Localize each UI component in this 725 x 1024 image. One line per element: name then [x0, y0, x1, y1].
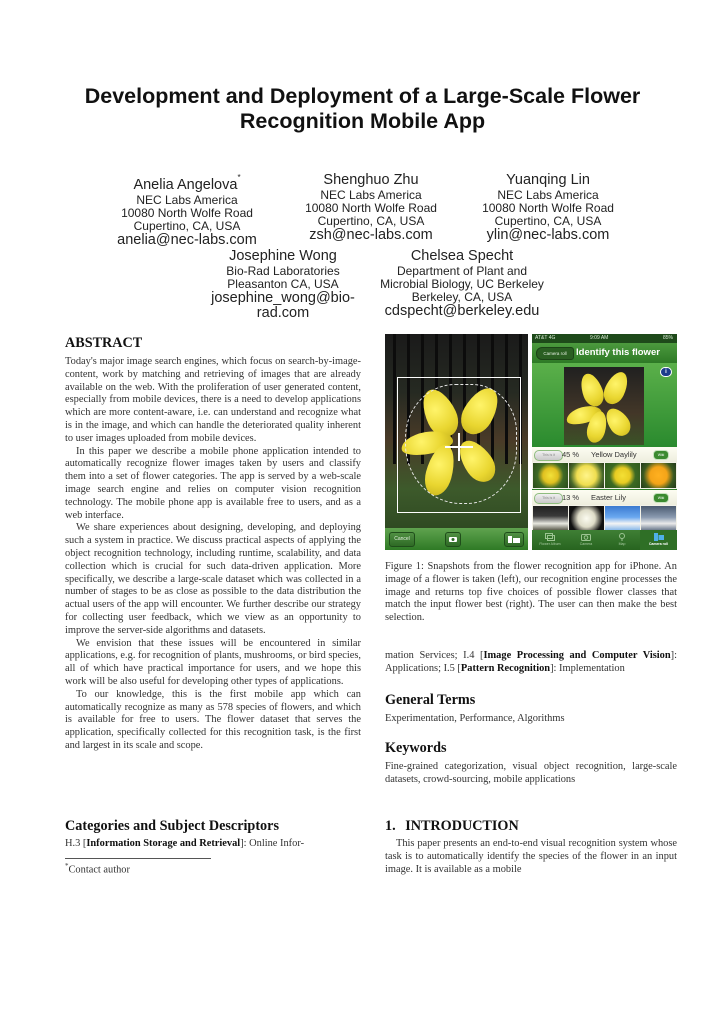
left-column	[65, 335, 361, 753]
phone-screenshot-results	[532, 334, 677, 550]
match-percent: 45 %	[562, 450, 580, 459]
author-city: Cupertino, CA, USA	[494, 214, 602, 228]
back-button-camera-roll[interactable]: Camera roll	[536, 347, 574, 360]
category-i5: Pattern Recognition	[460, 662, 551, 674]
categories-text: H.3 [Information Storage and Retrieval]: Online Infor-	[65, 838, 305, 849]
author-email[interactable]: anelia@nec-labs.com	[117, 231, 257, 248]
author-email[interactable]: cdspecht@berkeley.edu	[384, 303, 540, 319]
flower-class-name: Easter Lily	[591, 493, 627, 502]
introduction-heading: 1. INTRODUCTION	[385, 818, 519, 834]
wiki-button[interactable]: Wiki	[653, 450, 669, 460]
introduction-section	[385, 818, 677, 876]
footnote-text: Contact author	[68, 864, 130, 876]
author-city: Berkeley, CA, USA	[411, 290, 513, 304]
result-row	[532, 447, 677, 462]
screen-title: Identify this flower	[576, 347, 660, 358]
capture-toolbar	[385, 528, 528, 550]
abstract-heading: ABSTRACT	[65, 335, 143, 351]
author-block	[103, 172, 271, 248]
this-is-it-button[interactable]: This is it	[534, 493, 563, 504]
camera-shutter-button[interactable]	[445, 532, 461, 547]
author-block	[464, 172, 632, 243]
thumbnail-image[interactable]	[641, 506, 676, 531]
author-affiliation-cont: Microbial Biology, UC Berkeley	[380, 277, 544, 291]
info-button[interactable]: i	[660, 367, 672, 377]
author-affiliation: Department of Plant and	[396, 264, 528, 278]
author-block	[372, 248, 552, 319]
figure-1	[385, 334, 677, 550]
author-email[interactable]: josephine_wong@bio-	[211, 290, 355, 306]
author-affiliation: NEC Labs America	[320, 188, 422, 202]
author-block	[198, 248, 368, 321]
phone-screenshot-capture	[385, 334, 528, 550]
footnote-rule	[65, 858, 211, 859]
categories-section	[65, 818, 361, 851]
abstract-paragraph: In this paper we describe a mobile phone application intended to automatically recognize flower images taken by users and classify them into a set of flower categories. The app is served by a web-scale image search engine and relies on computer vision recognition technology. The mobile phone app is available free to users, and as a web interface.	[65, 445, 361, 521]
author-affiliation: NEC Labs America	[497, 188, 599, 202]
paper-title	[40, 84, 685, 134]
footnote-mark: *	[65, 862, 69, 870]
contact-author-mark: *	[237, 173, 241, 182]
flower-photo	[385, 334, 528, 528]
thumbnail-image[interactable]	[569, 463, 604, 488]
battery-label: 85%	[662, 335, 673, 341]
author-affiliation: NEC Labs America	[136, 192, 238, 207]
paper-title-line-2: Recognition Mobile App	[239, 109, 486, 133]
author-email[interactable]: ylin@nec-labs.com	[486, 227, 610, 243]
carrier-label: AT&T 4G	[535, 335, 556, 341]
camera-roll-button[interactable]	[504, 532, 524, 547]
abstract-paragraph: We share experiences about designing, developing, and deploying such a system in practice. We discuss practical aspects of applying the object recognition technology, including runtime, scalability, and data collection which is crucial for such data-driven application. More specifically, we describe a large-scale dataset which was collected in a number of stages to be as close as possible to the data distribution the actual users of the app will encounter. We further describe our strategy for collecting user feedback, which we view as an opportunity to improve the server-side algorithms and datasets.	[65, 522, 361, 636]
cancel-button[interactable]: Cancel	[389, 532, 415, 547]
thumbnail-image[interactable]	[605, 506, 640, 531]
camera-roll-icon	[654, 533, 664, 541]
author-address: 10080 North Wolfe Road	[121, 205, 253, 220]
thumbnail-image[interactable]	[605, 463, 640, 488]
keywords-heading: Keywords	[385, 740, 447, 757]
tab-camera[interactable]: Camera	[568, 530, 604, 550]
introduction-text: This paper presents an end-to-end visual recognition system whose task is to automatically identify the species of the flower in an input image. It is available as a mobile	[385, 838, 677, 875]
thumbnail-image[interactable]	[641, 463, 676, 488]
tab-map[interactable]: Map	[604, 530, 640, 550]
flower-class-name: Yellow Daylily	[591, 450, 637, 459]
footnote	[65, 862, 130, 875]
query-flower-photo	[564, 367, 644, 445]
author-city: Cupertino, CA, USA	[317, 214, 425, 228]
tab-flower-album[interactable]: Flower Album	[532, 530, 568, 550]
wiki-button[interactable]: Wiki	[653, 493, 669, 503]
nav-bar	[532, 343, 677, 363]
tab-camera-roll[interactable]: Camera roll	[640, 530, 677, 550]
author-name: Shenghuo Zhu	[323, 172, 419, 188]
photo-album-icon	[545, 533, 555, 541]
thumbnail-image[interactable]	[533, 506, 568, 531]
general-terms-text: Experimentation, Performance, Algorithms	[385, 712, 565, 724]
camera-roll-icon	[508, 536, 520, 543]
author-name: Anelia Angelova	[133, 176, 238, 193]
author-name: Josephine Wong	[229, 248, 337, 264]
author-name: Yuanqing Lin	[506, 172, 590, 188]
thumbnail-image[interactable]	[569, 506, 604, 531]
categories-continued: mation Services; I.4 [Image Processing and Computer Vision]: Applications; I.5 [Pattern Recognition]: Implementation	[385, 650, 677, 674]
result-row	[532, 490, 677, 505]
category-i4: Image Processing and Computer Vision	[483, 650, 671, 661]
tab-bar	[532, 530, 677, 550]
author-city: Cupertino, CA, USA	[133, 218, 241, 233]
paper-title-line-1: Development and Deployment of a Large-Scale Flower	[84, 84, 641, 108]
author-block	[287, 172, 455, 243]
abstract-paragraph: We envision that these issues will be encountered in similar applications, e.g. for recognition of plants, mushrooms, or bird species, all of which have practical importance for users, and we hope this work will be also useful for developing other types of applications.	[65, 637, 361, 687]
result-thumbnails	[532, 505, 677, 532]
author-address: 10080 North Wolfe Road	[305, 201, 437, 215]
author-email[interactable]: zsh@nec-labs.com	[309, 227, 433, 243]
abstract-paragraph: To our knowledge, this is the first mobile app which can automatically recognize as many as 578 species of flowers, and which is available for free to users. The flower dataset that serves the application, specifically collected for this recognition task, is the first and largest in its scale and scope.	[65, 688, 361, 751]
author-city: Pleasanton CA, USA	[227, 277, 339, 291]
status-bar	[532, 334, 677, 343]
camera-icon	[581, 533, 591, 541]
map-pin-icon	[617, 533, 627, 541]
query-image-panel	[532, 363, 677, 447]
author-email-cont[interactable]: rad.com	[256, 305, 310, 321]
author-address: 10080 North Wolfe Road	[482, 201, 614, 215]
keywords-text: Fine-grained categorization, visual object recognition, large-scale datasets, crowd-sourcing, mobile applications	[385, 761, 677, 786]
figure-caption-text: Figure 1: Snapshots from the flower recognition app for iPhone. An image of a flower is taken (left), our recognition engine processes the image and returns top five choices of possible flower classes that match the input flower best (right). The user can then make the best selection.	[385, 561, 677, 624]
result-thumbnails	[532, 462, 677, 489]
categories-heading: Categories and Subject Descriptors	[65, 818, 279, 834]
abstract-paragraph: Today's major image search engines, which focus on search-by-image-content, work by matching and retrieving of images that are already available on the web. With the proliferation of user generated content, especially from mobile devices, there is a need to develop applications which are more content-aware, i.e. can understand and recognize what is in the image, and which can handle the deteriorated quality inherent to user images uploaded from mobile devices.	[65, 356, 361, 444]
time-label: 9:09 AM	[590, 335, 609, 341]
right-column-continued	[385, 650, 677, 787]
author-affiliation: Bio-Rad Laboratories	[226, 264, 340, 278]
thumbnail-image[interactable]	[533, 463, 568, 488]
match-percent: 13 %	[562, 493, 580, 502]
general-terms-heading: General Terms	[385, 691, 476, 708]
camera-icon	[449, 536, 457, 542]
figure-caption	[385, 561, 677, 625]
category-h3: Information Storage and Retrieval	[86, 838, 241, 849]
author-name: Chelsea Specht	[410, 248, 514, 264]
this-is-it-button[interactable]: This is it	[534, 450, 563, 461]
